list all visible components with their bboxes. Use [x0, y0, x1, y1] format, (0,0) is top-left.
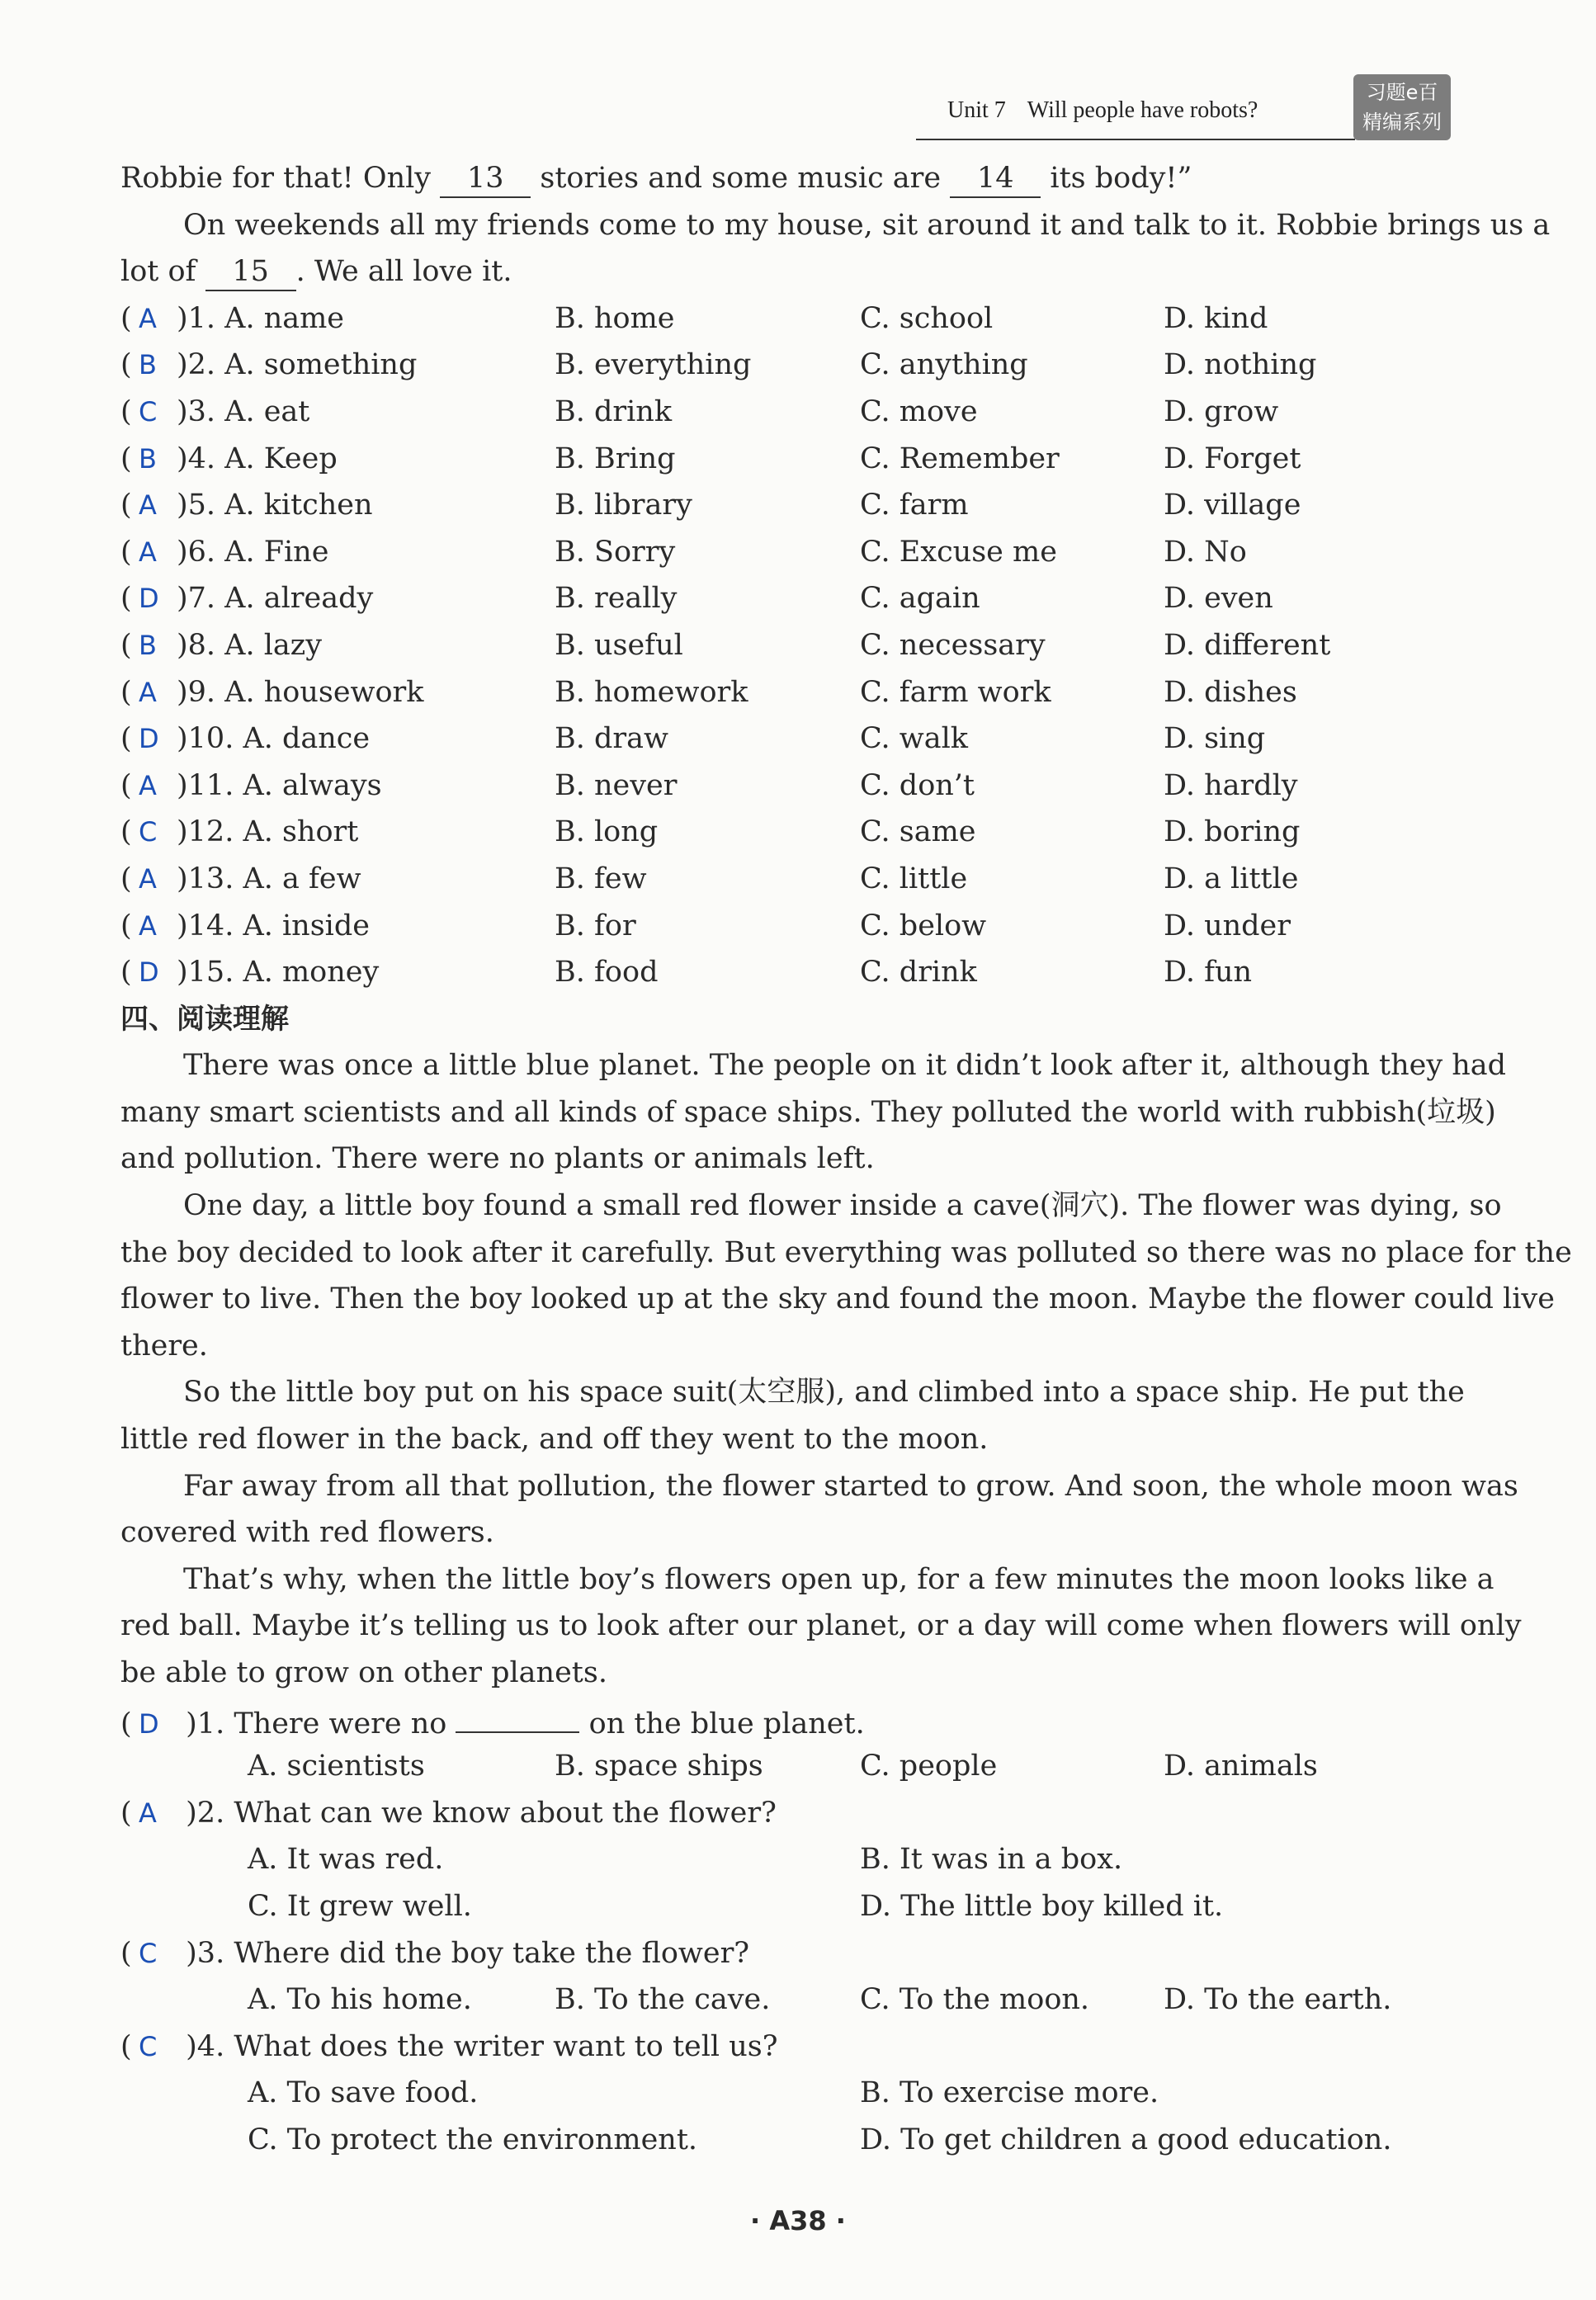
unit-title: Will people have robots?: [1027, 97, 1258, 123]
option-b: B. drink: [555, 394, 673, 428]
series-badge: [1353, 74, 1451, 140]
cloze-question-row: ( B )8. A. lazy B. useful C. necessary D. different: [120, 622, 1457, 669]
cloze-line-2: On weekends all my friends come to my house, sit around it and talk to it. Robbie brings us a: [183, 208, 1551, 242]
option-c: C. below: [860, 909, 987, 942]
cloze-question-row: ( B )4. A. Keep B. Bring C. Remember D. Forget: [120, 436, 1457, 483]
reading-q1-options: A. scientists B. space ships C. people D. animals: [248, 1750, 1318, 1783]
badge-line-1: 习题e百: [1366, 81, 1438, 104]
option-c: C. necessary: [860, 628, 1046, 662]
option-c: C. don’t: [860, 768, 975, 802]
option-d: D. different: [1164, 628, 1331, 662]
option-d: D. grow: [1164, 394, 1279, 428]
option-c: C. farm work: [860, 675, 1051, 709]
option-b: B. really: [555, 582, 678, 616]
cloze-question-row: ( A )13. A. a few B. few C. little D. a little: [120, 856, 1457, 903]
option-a: )15. A. money: [177, 956, 380, 989]
answer-blank: [456, 1697, 579, 1733]
cloze-question-row: ( D )7. A. already B. really C. again D. even: [120, 575, 1457, 622]
option-d: D. kind: [1164, 301, 1268, 335]
reading-q2-options-cd: C. It grew well. D. The little boy killed it.: [248, 1889, 1224, 1923]
section-title: 四、阅读理解: [120, 1002, 289, 1036]
blank-14: 14: [950, 162, 1041, 198]
cloze-question-list: [120, 295, 1457, 996]
cloze-question-row: ( D )15. A. money B. food C. drink D. fun: [120, 949, 1457, 996]
option-a: )7. A. already: [177, 582, 374, 616]
passage-line: That’s why, when the little boy’s flowers open up, for a few minutes the moon looks like a: [183, 1562, 1494, 1596]
option-b: B. food: [555, 956, 659, 989]
passage-line: flower to live. Then the boy looked up at the sky and found the moon. Maybe the flower could live: [120, 1282, 1555, 1316]
option-a: )13. A. a few: [177, 862, 361, 895]
option-b: B. for: [555, 909, 636, 942]
passage-line: red ball. Maybe it’s telling us to look after our planet, or a day will come when flowers will only: [120, 1609, 1522, 1643]
passage-line: There was once a little blue planet. The people on it didn’t look after it, although they had: [183, 1049, 1507, 1083]
cloze-question-row: ( A )14. A. inside B. for C. below D. under: [120, 903, 1457, 950]
passage-line: little red flower in the back, and off they went to the moon.: [120, 1423, 989, 1457]
reading-q3-options: A. To his home. B. To the cave. C. To the moon. D. To the earth.: [248, 1983, 1392, 2017]
option-d: D. dishes: [1164, 675, 1297, 709]
option-a: )2. A. something: [177, 348, 418, 382]
option-b: B. home: [555, 301, 675, 335]
option-b: B. Bring: [555, 442, 676, 475]
reading-q2-options-ab: A. It was red. B. It was in a box.: [248, 1843, 1123, 1877]
option-a: )5. A. kitchen: [177, 489, 373, 522]
option-a: )1. A. name: [177, 301, 345, 335]
cloze-question-row: ( A )6. A. Fine B. Sorry C. Excuse me D. No: [120, 529, 1457, 576]
cloze-question-row: ( A )5. A. kitchen B. library C. farm D. village: [120, 482, 1457, 529]
option-a: )8. A. lazy: [177, 628, 322, 662]
option-b: B. draw: [555, 722, 668, 756]
cloze-question-row: ( A )9. A. housework B. homework C. farm work D. dishes: [120, 669, 1457, 716]
reading-q4-options-cd: C. To protect the environment. D. To get children a good education.: [248, 2123, 1392, 2156]
option-b: B. long: [555, 815, 659, 849]
cloze-question-row: ( C )12. A. short B. long C. same D. boring: [120, 809, 1457, 856]
option-c: C. anything: [860, 348, 1028, 382]
passage-line: and pollution. There were no plants or animals left.: [120, 1142, 875, 1176]
option-b: B. few: [555, 862, 647, 895]
passage-line: be able to grow on other planets.: [120, 1656, 607, 1689]
passage-line: there.: [120, 1329, 208, 1363]
option-c: C. walk: [860, 722, 969, 756]
reading-question-3: ( C )3. Where did the boy take the flower?: [120, 1936, 750, 1970]
option-c: C. same: [860, 815, 976, 849]
option-d: D. No: [1164, 535, 1247, 569]
cloze-question-row: ( D )10. A. dance B. draw C. walk D. sing: [120, 716, 1457, 763]
option-a: )9. A. housework: [177, 675, 424, 709]
page-number: · A38 ·: [750, 2205, 846, 2236]
passage-line: many smart scientists and all kinds of space ships. They polluted the world with rubbish(垃圾): [120, 1095, 1496, 1129]
option-d: D. sing: [1164, 722, 1266, 756]
option-d: D. under: [1164, 909, 1291, 942]
option-b: B. library: [555, 489, 692, 522]
option-a: )14. A. inside: [177, 909, 370, 942]
cloze-question-row: ( C )3. A. eat B. drink C. move D. grow: [120, 389, 1457, 436]
cloze-question-row: ( A )11. A. always B. never C. don’t D. hardly: [120, 763, 1457, 810]
option-d: D. a little: [1164, 862, 1299, 895]
passage-line: covered with red flowers.: [120, 1516, 494, 1550]
option-c: C. drink: [860, 956, 977, 989]
option-b: B. useful: [555, 628, 683, 662]
cloze-line-1: Robbie for that! Only 13 stories and some music are 14 its body!”: [120, 155, 1457, 202]
option-c: C. school: [860, 301, 994, 335]
option-b: B. Sorry: [555, 535, 676, 569]
reading-question-1: ( D )1. There were no on the blue planet.: [120, 1697, 1457, 1744]
option-c: C. again: [860, 582, 980, 616]
unit-label: Unit 7: [947, 97, 1006, 123]
passage-line: the boy decided to look after it carefully. But everything was polluted so there was no place for the: [120, 1235, 1572, 1269]
page-content: [120, 155, 1572, 2164]
option-a: )3. A. eat: [177, 394, 310, 428]
reading-q4-options-ab: A. To save food. B. To exercise more.: [248, 2076, 1159, 2110]
passage-line: Far away from all that pollution, the flower started to grow. And soon, the whole moon was: [183, 1469, 1518, 1503]
reading-passage: [120, 1042, 1572, 1696]
option-b: B. never: [555, 768, 678, 802]
passage-line: One day, a little boy found a small red flower inside a cave(洞穴). The flower was dying, so: [183, 1189, 1502, 1223]
header-rule: [916, 139, 1355, 140]
option-d: D. even: [1164, 582, 1273, 616]
blank-15: 15: [205, 255, 296, 291]
cloze-question-row: ( A )1. A. name B. home C. school D. kind: [120, 295, 1457, 342]
reading-question-2: ( A )2. What can we know about the flower?: [120, 1796, 777, 1830]
option-a: )11. A. always: [177, 768, 382, 802]
option-c: C. farm: [860, 489, 969, 522]
option-a: )10. A. dance: [177, 722, 371, 756]
reading-question-4: ( C )4. What does the writer want to tell us?: [120, 2029, 778, 2063]
cloze-line-3: lot of 15 . We all love it.: [120, 248, 1457, 295]
blank-13: 13: [440, 162, 531, 198]
option-d: D. boring: [1164, 815, 1301, 849]
option-a: )12. A. short: [177, 815, 359, 849]
option-d: D. hardly: [1164, 768, 1298, 802]
option-d: D. fun: [1164, 956, 1253, 989]
cloze-question-row: ( B )2. A. something B. everything C. anything D. nothing: [120, 342, 1457, 389]
option-b: B. homework: [555, 675, 748, 709]
option-d: D. village: [1164, 489, 1301, 522]
option-c: C. Excuse me: [860, 535, 1057, 569]
option-c: C. little: [860, 862, 968, 895]
option-c: C. Remember: [860, 442, 1060, 475]
option-c: C. move: [860, 394, 978, 428]
option-d: D. nothing: [1164, 348, 1317, 382]
running-header: [947, 97, 1258, 124]
option-a: )6. A. Fine: [177, 535, 329, 569]
badge-line-2: 精编系列: [1362, 111, 1442, 134]
option-d: D. Forget: [1164, 442, 1301, 475]
option-a: )4. A. Keep: [177, 442, 338, 475]
passage-line: So the little boy put on his space suit(太空服), and climbed into a space ship. He put the: [183, 1376, 1465, 1410]
option-b: B. everything: [555, 348, 752, 382]
